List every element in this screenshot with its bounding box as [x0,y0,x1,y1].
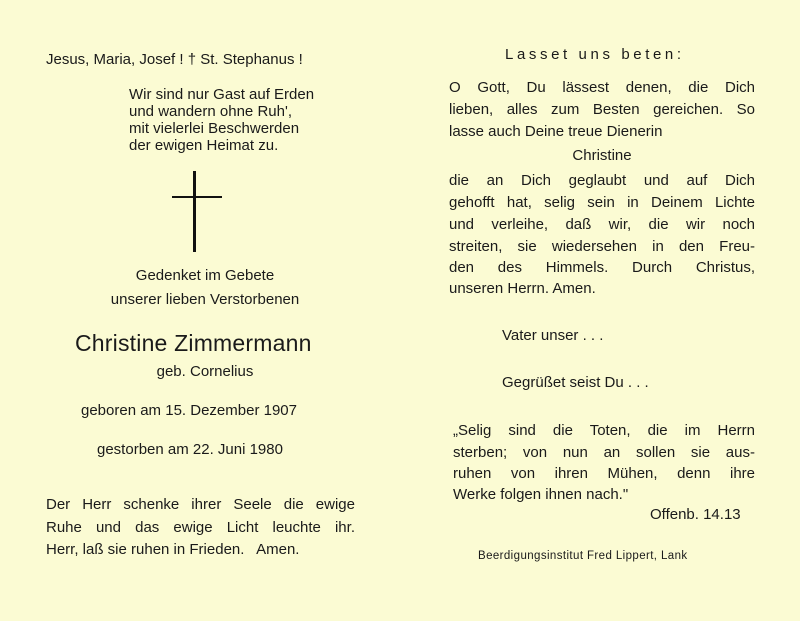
quote-line-3: ruhen von ihren Mühen, denn ihre [453,465,755,482]
prayer-name: Christine [572,147,632,164]
birth-date: geboren am 15. Dezember 1907 [81,402,297,419]
header-invocation: Jesus, Maria, Josef ! † St. Stephanus ! [46,51,303,68]
poem-line-4: der ewigen Heimat zu. [129,137,279,154]
blessing-line-3: Herr, laß sie ruhen in Frieden. Amen. [46,541,300,558]
death-date: gestorben am 22. Juni 1980 [97,441,283,458]
quote-line-1: „Selig sind die Toten, die im Herrn [453,422,755,439]
poem-line-1: Wir sind nur Gast auf Erden [129,86,315,103]
prayer-title: Lasset uns beten: [505,46,685,63]
deceased-name: Christine Zimmermann [75,330,312,356]
prayer-line-1: O Gott, Du lässest denen, die Dich [449,79,755,96]
prayer-line-5: gehofft hat, selig sein in Deinem Lichte [449,194,755,211]
quote-line-4: Werke folgen ihnen nach." [453,486,629,503]
remember-line-2: unserer lieben Verstorbenen [110,291,300,308]
blessing-line-1: Der Herr schenke ihrer Seele die ewige [46,496,355,513]
funeral-home: Beerdigungsinstitut Fred Lippert, Lank [478,550,688,562]
prayer-line-6: und verleihe, daß wir, die wir noch [449,216,755,233]
prayer-line-2: lieben, alles zum Besten gereichen. So [449,101,755,118]
blessing-line-2: Ruhe und das ewige Licht leuchte ihr. [46,519,355,536]
gegruesset: Gegrüßet seist Du . . . [502,374,649,391]
vater-unser: Vater unser . . . [502,327,604,344]
prayer-line-7: streiten, sie wiedersehen in den Freu- [449,238,755,255]
prayer-line-4: die an Dich geglaubt und auf Dich [449,172,755,189]
remember-line-1: Gedenket im Gebete [135,267,275,284]
quote-line-2: sterben; von nun an sollen sie aus- [453,444,755,461]
prayer-line-8: den des Himmels. Durch Christus, [449,259,755,276]
poem-line-2: und wandern ohne Ruh', [129,103,292,120]
poem-line-3: mit vielerlei Beschwerden [129,120,300,137]
prayer-line-9: unseren Herrn. Amen. [449,280,596,297]
prayer-line-3: lasse auch Deine treue Dienerin [449,123,663,140]
maiden-name: geb. Cornelius [156,363,254,380]
bible-reference: Offenb. 14.13 [650,506,741,523]
